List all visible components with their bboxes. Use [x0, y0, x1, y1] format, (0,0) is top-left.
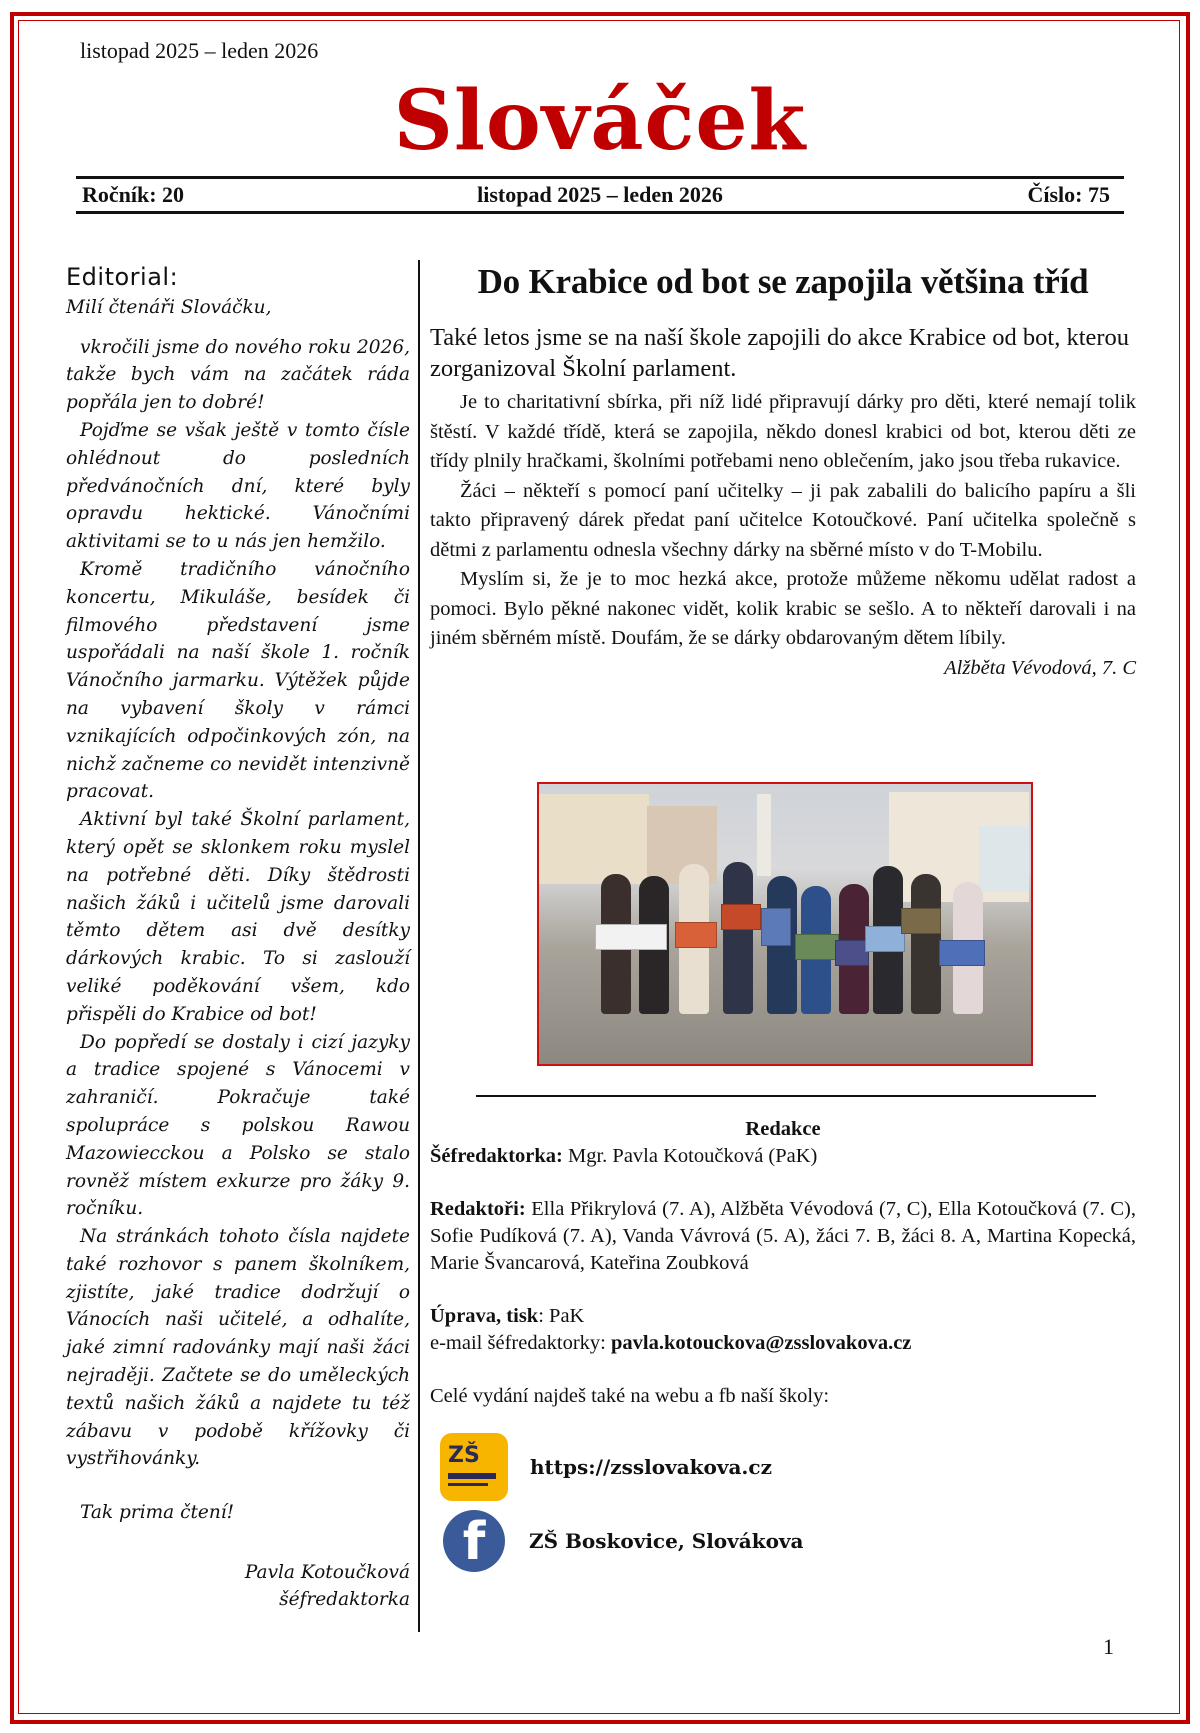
- photo-gift-box: [901, 908, 941, 934]
- article-paragraph: Je to charitativní sbírka, při níž lidé připravují dárky pro děti, které nemají tolik štěstí. V každé třídě, která se zapojila, někdo donesl krabici od bot, kterou děti ze třídy plnily hračkami, školními potřebami neno oblečením, jako jsou třeba rukavice.: [430, 391, 1136, 472]
- editorial-paragraph: vkročili jsme do nového roku 2026, takže bych vám na začátek ráda popřála jen to dobré!: [66, 336, 410, 414]
- photo-shopfront: [979, 826, 1029, 892]
- editors-line: [430, 1196, 1136, 1277]
- photo-gift-box: [721, 904, 761, 930]
- editorial-signature: [66, 1559, 410, 1613]
- page-number: 1: [1103, 1634, 1114, 1659]
- article-paragraph-text: Myslím si, že je to moc hezká akce, protože můžeme někomu udělat radost a pomoci. Bylo pěkné nakonec vidět, kolik krabic se sešlo. A to někteří darovali i na jiném sběrném místě. Doufám, že se dárky obdarovaným dětem líbily.: [430, 568, 1136, 649]
- photo-tower: [757, 794, 771, 876]
- issue-number: Číslo: 75: [1027, 182, 1110, 207]
- website-link[interactable]: https://zsslovakova.cz: [530, 1455, 772, 1479]
- article-title: Do Krabice od bot se zapojila většina tříd: [477, 262, 1089, 301]
- editorial-paragraph: Pojďme se však ještě v tomto čísle ohlédnout do posledních předvánočních dní, které byly opravdu hektické. Vánočními aktivitami se to u nás jen hemžilo.: [66, 419, 410, 553]
- school-logo-bar: [448, 1483, 488, 1486]
- photo-gift-box: [675, 922, 717, 948]
- masthead-title: Slováček: [393, 73, 807, 169]
- editorial-paragraph: Do popředí se dostaly i cizí jazyky a tradice spojené s Vánocemi v zahraničí. Pokračuje také spolupráce s polskou Rawou Mazowiecckou a Polsko se stalo rovněž místem exkurze pro žáky 9. ročníku.: [66, 1031, 410, 1220]
- email-link[interactable]: pavla.kotouckova@zsslovakova.cz: [611, 1332, 912, 1354]
- top-date: listopad 2025 – leden 2026: [80, 38, 319, 63]
- chief-editor-label: Šéfredaktorka:: [430, 1145, 563, 1167]
- photo-gift-box: [835, 940, 869, 966]
- photo-building: [539, 794, 649, 884]
- photo-gift-box: [865, 926, 905, 952]
- web-note: Celé vydání najdeš také na webu a fb naší školy:: [430, 1385, 830, 1407]
- school-logo-bar: [448, 1473, 496, 1479]
- print-value: : PaK: [538, 1305, 585, 1327]
- photo-person: [911, 874, 941, 1014]
- section-rule: [476, 1095, 1096, 1097]
- article-paragraph: [430, 565, 1136, 679]
- facebook-link[interactable]: ZŠ Boskovice, Slovákova: [529, 1529, 804, 1553]
- facebook-icon: f: [443, 1510, 505, 1572]
- editors-label: Redaktoři:: [430, 1198, 526, 1220]
- staff-section: [430, 1116, 1136, 1410]
- staff-title: Redakce: [745, 1118, 821, 1140]
- editorial-closing: Tak prima čtení!: [80, 1502, 235, 1524]
- volume-label: Ročník: 20: [82, 182, 185, 207]
- signature-name: Pavla Kotoučková: [244, 1562, 410, 1584]
- email-line: [430, 1330, 1136, 1357]
- editorial-salutation: Milí čtenáři Slováčku,: [66, 296, 272, 318]
- photo-person: [723, 862, 753, 1014]
- chief-editor-line: [430, 1143, 1136, 1170]
- issue-period: listopad 2025 – leden 2026: [477, 182, 723, 207]
- column-divider: [418, 260, 420, 1632]
- editorial-paragraph: Kromě tradičního vánočního koncertu, Mikuláše, besídek či filmového představení jsme uspořádali na naší škole 1. ročník Vánočního jarmarku. Výtěžek půjde na vybavení školy v rámci vznikajících odpočinkových zón, na nichž začneme co nevidět intenzivně pracovat.: [66, 558, 410, 803]
- article: [430, 262, 1136, 683]
- editorial-paragraph: Aktivní byl také Školní parlament, který opět se sklonkem roku myslel na potřebné děti. Díky štědrosti našich žáků i učitelů jsme darovali těmto dětem asi dvě desítky dárkových krabic. To si zaslouží veliké poděkování všem, kdo přispěli do Krabice od bot!: [66, 809, 410, 1025]
- school-logo-text: ZŠ: [448, 1443, 480, 1468]
- article-lead: Také letos jsme se na naší škole zapojili do akce Krabice od bot, kterou zorganizoval Školní parlament.: [430, 324, 1130, 382]
- article-body: [430, 388, 1136, 679]
- editorial-title: Editorial:: [66, 263, 179, 291]
- editors-value: Ella Přikrylová (7. A), Alžběta Vévodová (7, C), Ella Kotoučková (7. C), Sofie Pudíková (7. A), Vanda Vávrová (5. A), žáci 7. B, žáci 8. A, Martina Kopecká, Marie Švancarová, Kateřina Zoubková: [430, 1198, 1136, 1274]
- print-label: Úprava, tisk: [430, 1305, 539, 1327]
- photo-gift-box: [595, 924, 667, 950]
- issue-info-bar: [76, 176, 1124, 214]
- signature-role: šéfredaktorka: [279, 1589, 410, 1611]
- editorial-paragraph: Na stránkách tohoto čísla najdete také rozhovor s panem školníkem, zjistíte, jaké tradice dodržují o Vánocích naši učitelé, a odhalíte, jaké zimní radovánky mají naši žáci nejraději. Začtete se do uměleckých textů našich žáků a najdete tu též zábavu v podobě křížovky či vystřihovánky.: [66, 1226, 410, 1470]
- print-line: [430, 1303, 1136, 1330]
- chief-editor-value: Mgr. Pavla Kotoučková (PaK): [562, 1145, 818, 1167]
- article-photo: [537, 782, 1033, 1066]
- email-label: e-mail šéfredaktorky:: [430, 1332, 612, 1354]
- facebook-link-row[interactable]: [440, 1504, 804, 1578]
- social-links: [440, 1430, 804, 1578]
- article-author: Alžběta Vévodová, 7. C: [944, 656, 1136, 679]
- photo-gift-box: [939, 940, 985, 966]
- article-paragraph: Žáci – někteří s pomocí paní učitelky – ji pak zabalili do balicího papíru a šli takto připravený dárek předat paní učitelce Kotoučkové. Paní učitelka společně s dětmi z parlamentu odnesla všechny dárky na sběrné místo v do T-Mobilu.: [430, 479, 1136, 561]
- website-link-row[interactable]: [440, 1430, 804, 1504]
- school-logo-icon: [440, 1433, 508, 1501]
- photo-gift-box: [795, 934, 839, 960]
- photo-gift-box: [761, 908, 791, 946]
- editorial-column: [66, 264, 410, 1613]
